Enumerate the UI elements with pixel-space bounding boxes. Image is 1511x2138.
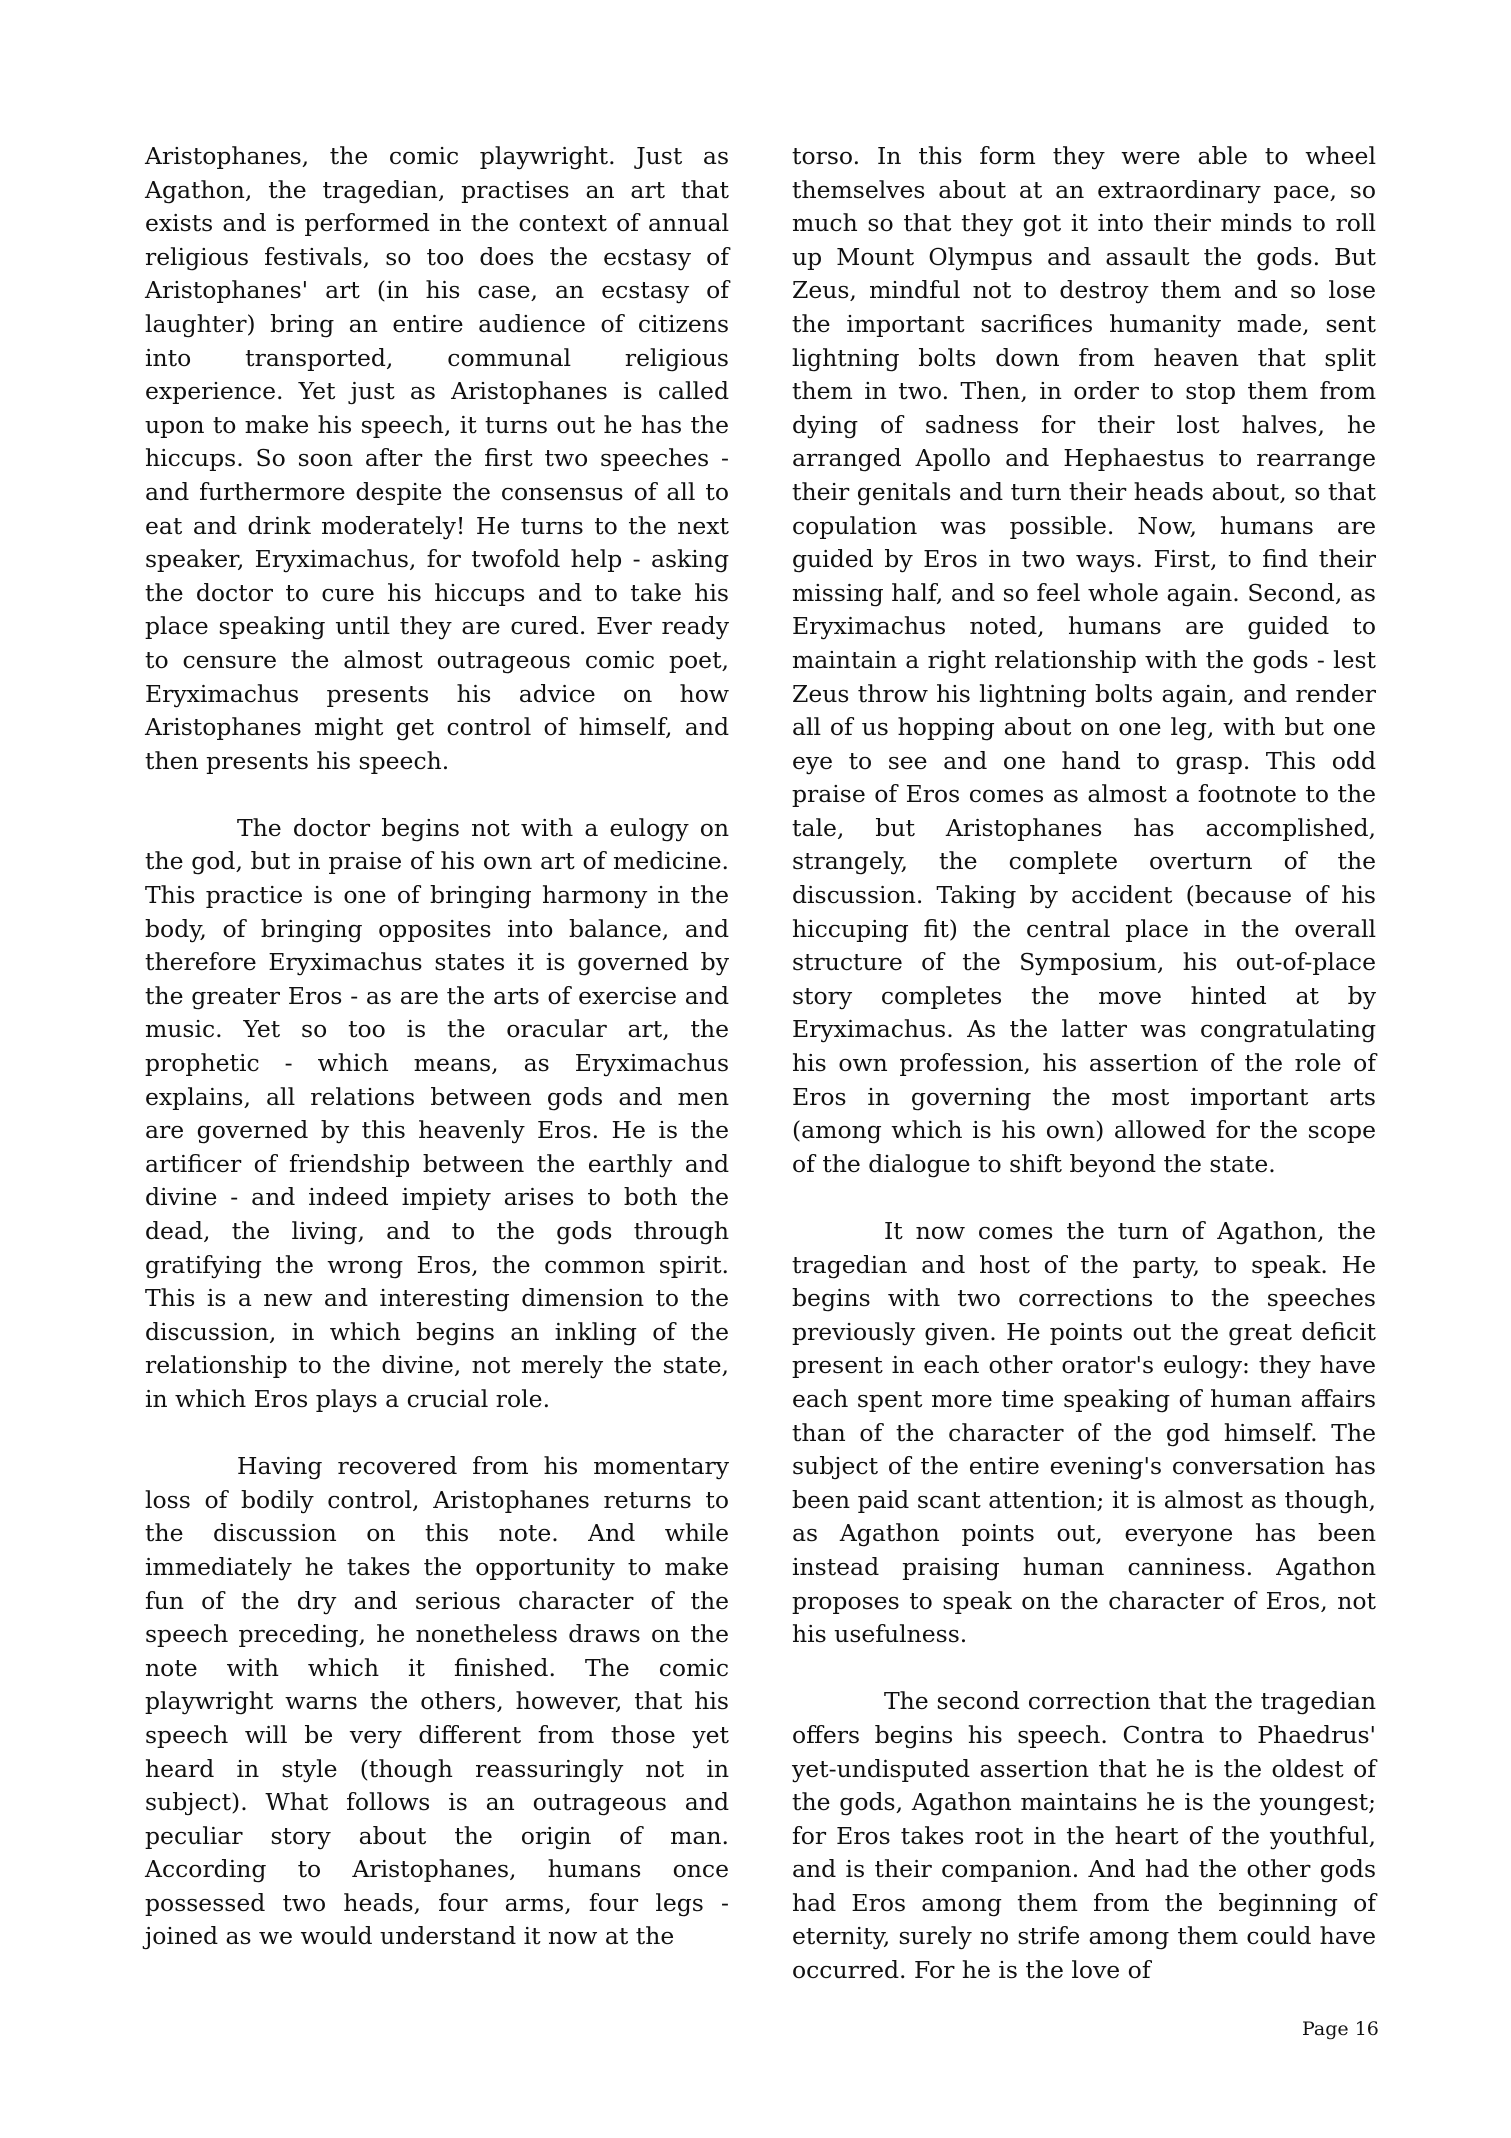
paragraph-agathon: It now comes the turn of Agathon, the tragedian and host of the party, to speak. He begins with two corrections to the speeches previously given. He points out the great deficit present in each other orator's eulogy: they have each spent more time speaking of human affairs than of the character of the god himself. The subject of the entire evening's conversation has been paid scant attention; it is almost as though, as Agathon points out, everyone has been instead praising human canniness. Agathon proposes to speak on the character of Eros, not his usefulness.: [792, 1217, 1376, 1649]
paragraph-torso: torso. In this form they were able to wheel themselves about at an extraordinary pace, so much so that they got it into their minds to roll up Mount Olympus and assault the gods. But Zeus, mindful not to destroy them and so lose the important sacrifices humanity made, sent lightning bolts down from heaven that split them in two. Then, in order to stop them from dying of sadness for their lost halves, he arranged Apollo and Hephaestus to rearrange their genitals and turn their heads about, so that copulation was possible. Now, humans are guided by Eros in two ways. First, to find their missing half, and so feel whole again. Second, as Eryximachus noted, humans are guided to maintain a right relationship with the gods - lest Zeus throw his lightning bolts again, and render all of us hopping about on one leg, with but one eye to see and one hand to grasp. This odd praise of Eros comes as almost a footnote to the tale, but Aristophanes has accomplished, strangely, the complete overturn of the discussion. Taking by accident (because of his hiccuping fit) the central place in the overall structure of the Symposium, his out-of-place story completes the move hinted at by Eryximachus. As the latter was congratulating his own profession, his assertion of the role of Eros in governing the most important arts (among which is his own) allowed for the scope of the dialogue to shift beyond the state.: [792, 142, 1376, 1178]
right-column: [792, 140, 1376, 2021]
paragraph-second-correction: The second correction that the tragedian offers begins his speech. Contra to Phaedrus' yet-undisputed assertion that he is the oldest of the gods, Agathon maintains he is the youngest; for Eros takes root in the heart of the youthful, and is their companion. And had the other gods had Eros among them from the beginning of eternity, surely no strife among them could have occurred. For he is the love of: [792, 1687, 1376, 1985]
paragraph-eryximachus: The doctor begins not with a eulogy on the god, but in praise of his own art of medicine. This practice is one of bringing harmony in the body, of bringing opposites into balance, and therefore Eryximachus states it is governed by the greater Eros - as are the arts of exercise and music. Yet so too is the oracular art, the prophetic - which means, as Eryximachus explains, all relations between gods and men are governed by this heavenly Eros. He is the artificer of friendship between the earthly and divine - and indeed impiety arises to both the dead, the living, and to the gods through gratifying the wrong Eros, the common spirit. This is a new and interesting dimension to the discussion, in which begins an inkling of the relationship to the divine, not merely the state, in which Eros plays a crucial role.: [145, 813, 729, 1413]
page-number: Page 16: [1302, 2018, 1379, 2040]
left-column: [145, 140, 729, 1988]
paragraph-aristophanes: Having recovered from his momentary loss of bodily control, Aristophanes returns to the discussion on this note. And while immediately he takes the opportunity to make fun of the dry and serious character of the speech preceding, he nonetheless draws on the note with which it finished. The comic playwright warns the others, however, that his speech will be very different from those yet heard in style (though reassuringly not in subject). What follows is an outrageous and peculiar story about the origin of man. According to Aristophanes, humans once possessed two heads, four arms, four legs - joined as we would understand it now at the: [145, 1452, 729, 1951]
paragraph-continuation: Aristophanes, the comic playwright. Just as Agathon, the tragedian, practises an art that exists and is performed in the context of annual religious festivals, so too does the ecstasy of Aristophanes' art (in his case, an ecstasy of laughter) bring an entire audience of citizens into transported, communal religious experience. Yet just as Aristophanes is called upon to make his speech, it turns out he has the hiccups. So soon after the first two speeches - and furthermore despite the consensus of all to eat and drink moderately! He turns to the next speaker, Eryximachus, for twofold help - asking the doctor to cure his hiccups and to take his place speaking until they are cured. Ever ready to censure the almost outrageous comic poet, Eryximachus presents his advice on how Aristophanes might get control of himself, and then presents his speech.: [145, 142, 729, 775]
